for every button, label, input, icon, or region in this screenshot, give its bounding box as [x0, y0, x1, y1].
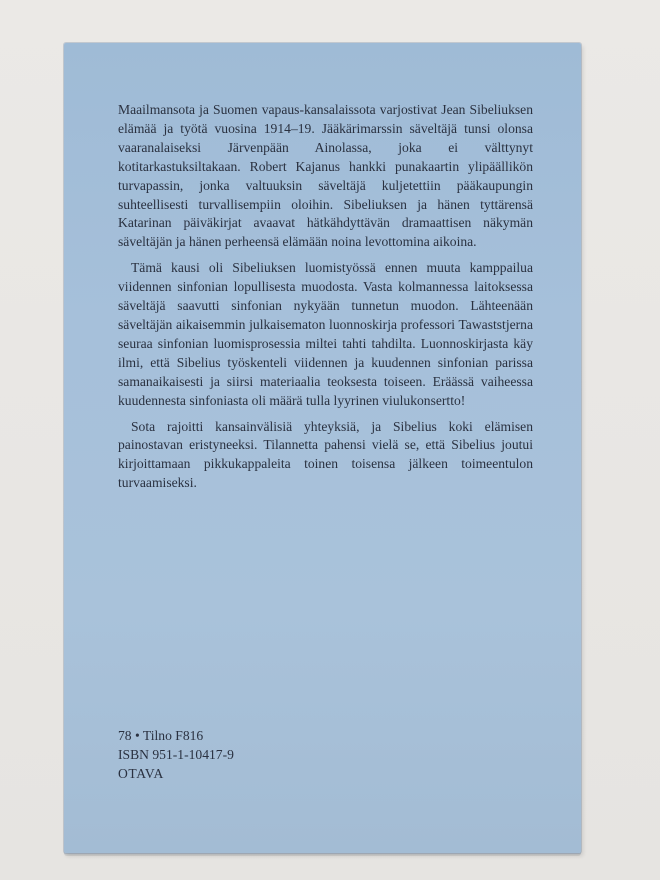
back-cover-blurb [118, 101, 533, 500]
catalog-number: 78 • Tilno F816 [118, 728, 204, 743]
publisher-name: OTAVA [118, 766, 164, 781]
imprint-block [118, 726, 234, 783]
isbn-number: ISBN 951-1-10417-9 [118, 747, 234, 762]
blurb-paragraph-2: Tämä kausi oli Sibeliuksen luomistyössä ennen muuta kamppailua viidennen sinfonian lopullisesta muodosta. Vasta kolmannessa laitoksessa säveltäjä saavutti sinfonian nykyään tunnetun muodon. Lähteenään säveltäjän aikaisemmin julkaisematon luonnoskirja professori Tawaststjerna seuraa sinfonian luomisprosessia miltei tahti tahdilta. Luonnoskirjasta käy ilmi, että Sibelius työskenteli viidennen ja kuudennen sinfonian parissa samanaikaisesti ja siirsi materiaalia teoksesta toiseen. Eräässä vaiheessa kuudennesta sinfoniasta oli määrä tulla lyyrinen viulukonsertto! [118, 260, 533, 408]
blurb-paragraph-1: Maailmansota ja Suomen vapaus-kansalaissota varjostivat Jean Sibeliuksen elämää ja työtä vuosina 1914–19. Jääkärimarssin säveltäjä tunsi olonsa vaaranalaiseksi Järvenpään Ainolassa, joka ei välttynyt kotitarkastuksiltakaan. Robert Kajanus hankki punakaartin ylipäällikön turvapassin, jonka valtuuksin säveltäjä kuljetettiin pääkaupungin suhteellisesti turvallisempiin oloihin. Sibeliuksen ja hänen tyttärensä Katarinan päiväkirjat avaavat hätkähdyttävän dramaattisen näkymän säveltäjän ja hänen perheensä elämään noina levottomina aikoina. [118, 102, 533, 250]
blurb-paragraph-3: Sota rajoitti kansainvälisiä yhteyksiä, ja Sibelius koki elämisen painostavan eristyneeksi. Tilannetta pahensi vielä se, että Sibelius joutui kirjoittamaan pikkukappaleita toinen toisensa jälkeen toimeentulon turvaamiseksi. [118, 418, 533, 491]
